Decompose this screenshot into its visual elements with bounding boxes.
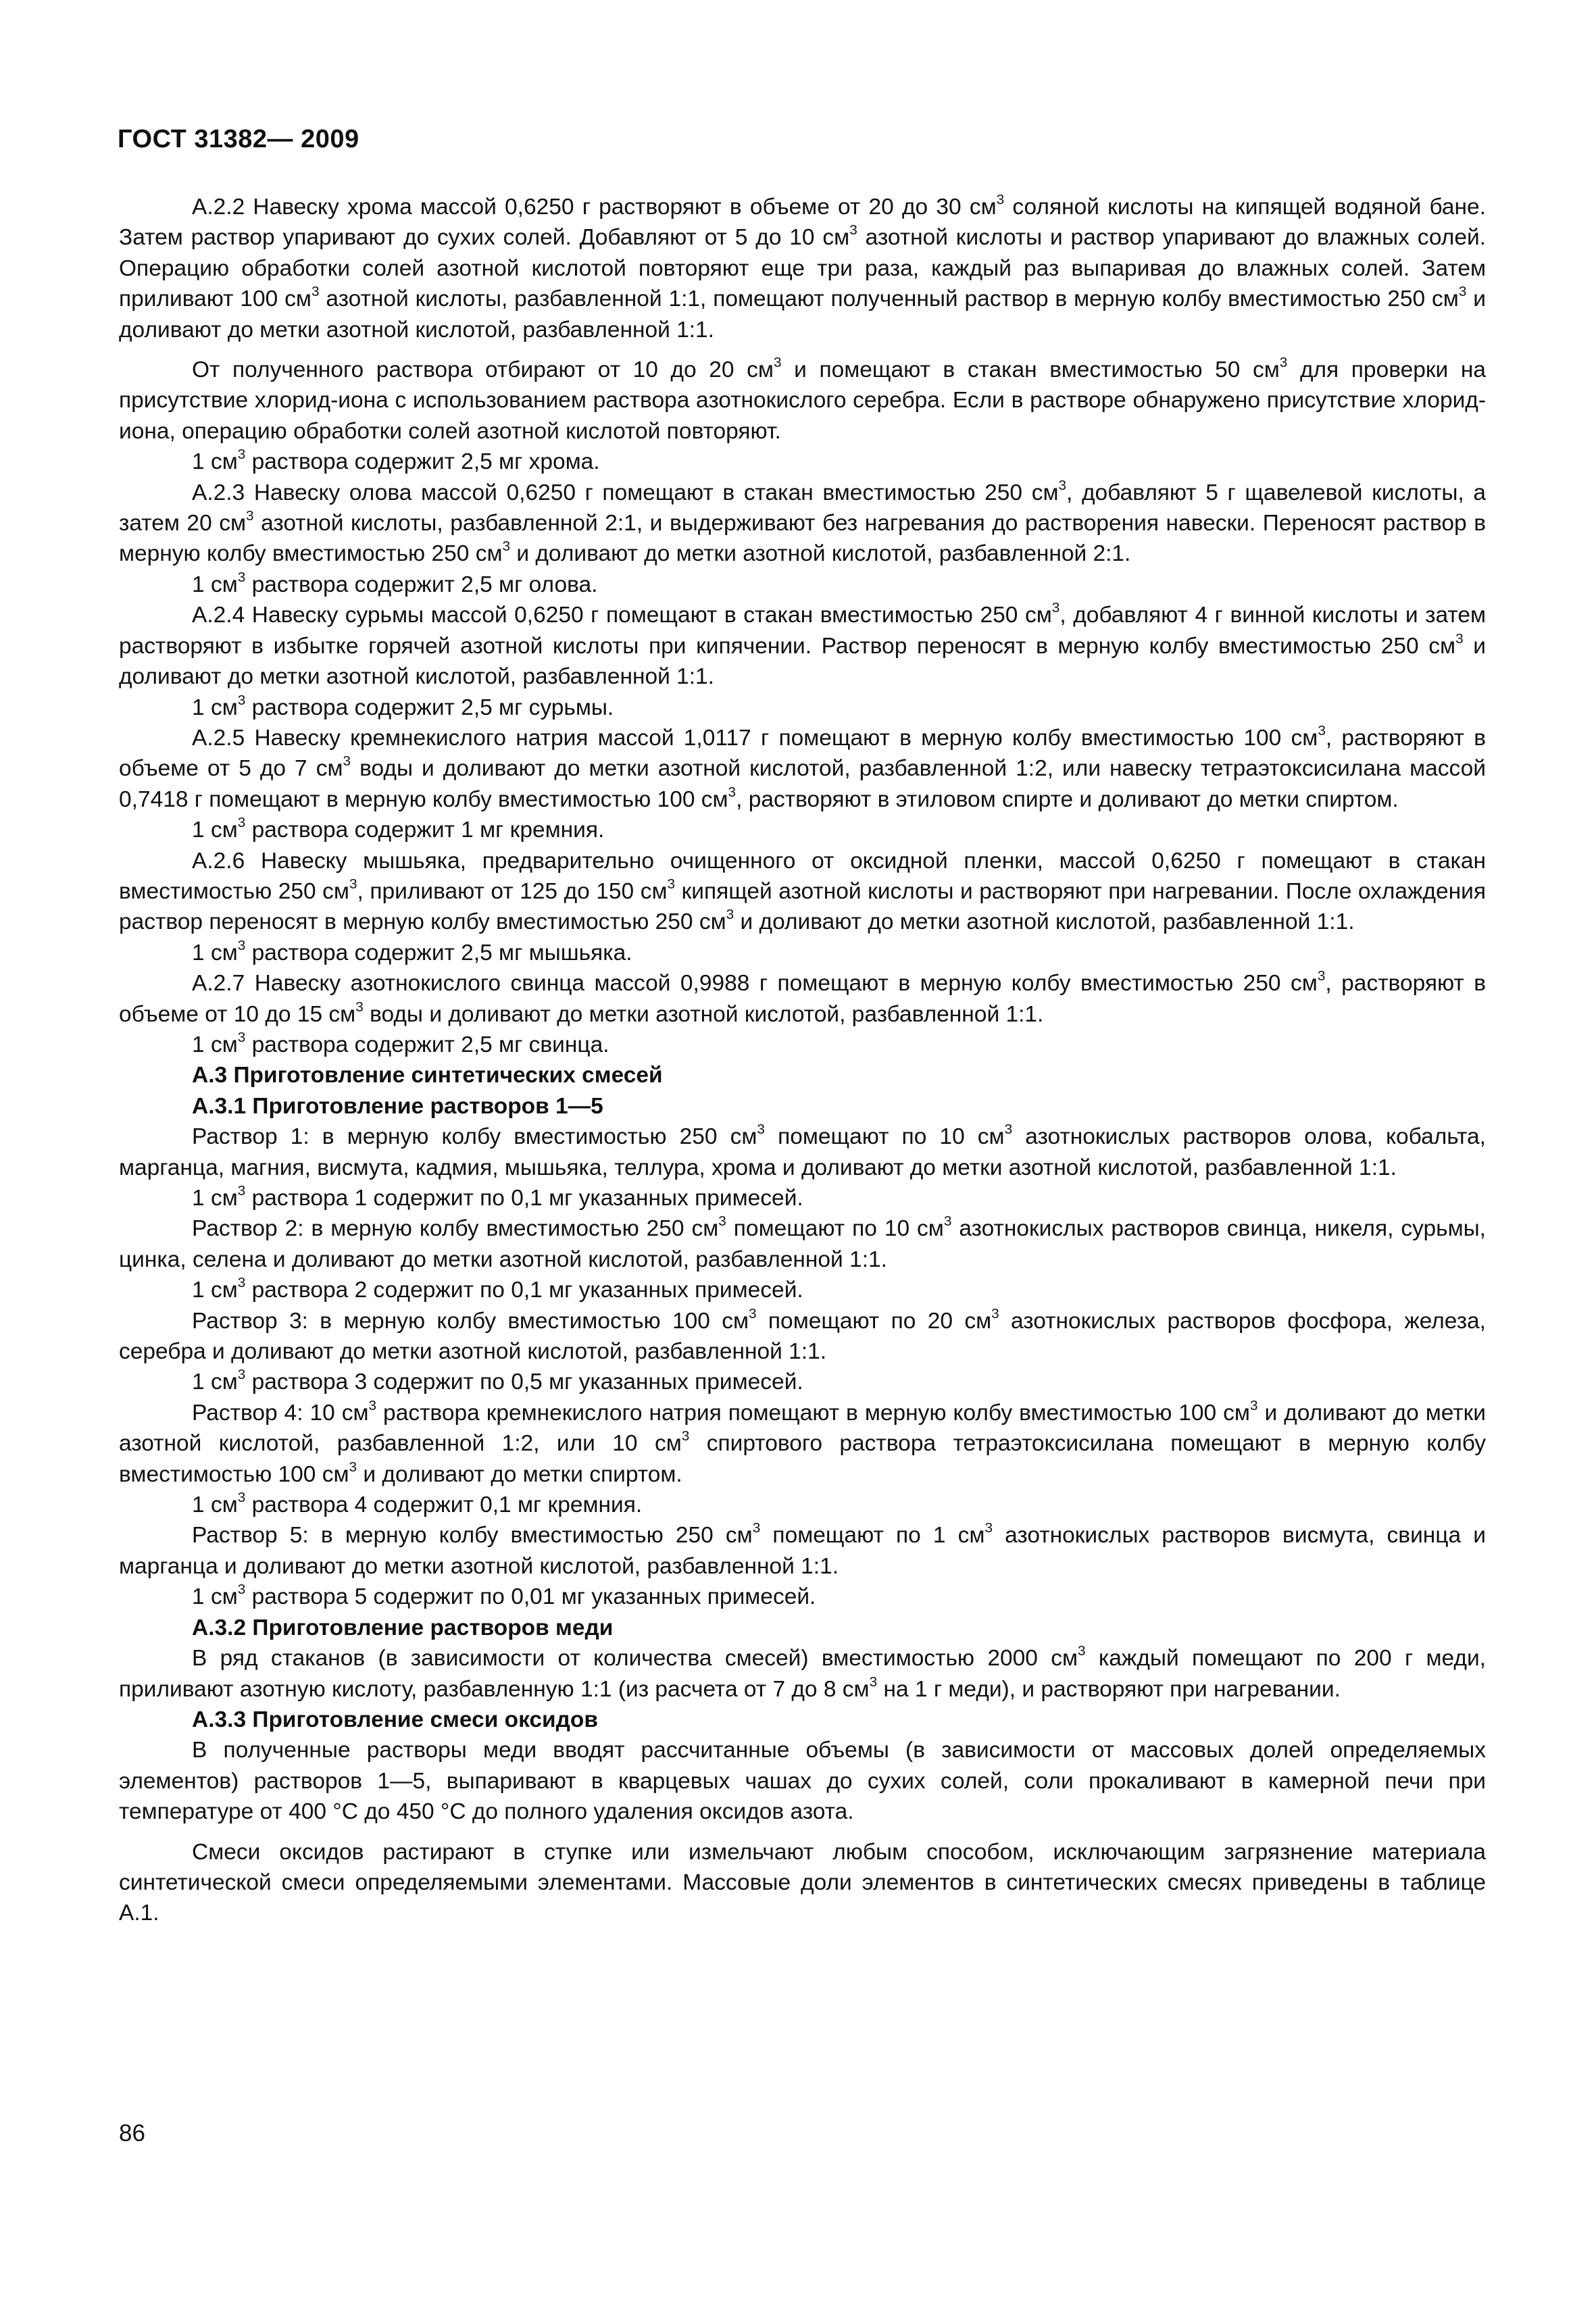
text-segment: азотнокислых растворов олова, кобальта, марганца, магния, висмута, кадмия, мышьяка, теллура, хрома и доливают до метки азотной кислотой, разбавленной 1:1.: [119, 1124, 1486, 1180]
text-segment: раствора 3 содержит по 0,5 мг указанных примесей.: [245, 1369, 803, 1395]
text-segment: воды и доливают до метки азотной кислотой, разбавленной 1:1.: [363, 1001, 1044, 1027]
cubic-superscript: 3: [237, 1030, 246, 1046]
cubic-superscript: 3: [368, 1397, 377, 1413]
heading-a3: [119, 1060, 1486, 1090]
cubic-superscript: 3: [752, 1520, 761, 1536]
text-segment: для проверки на присутствие хлорид-иона с использованием раствора азотнокислого серебра. Если в растворе обнаружено присутствие хлорид-иона, операцию обработки солей азотной кислотой повторяют.: [119, 357, 1486, 444]
cubic-superscript: 3: [749, 1305, 757, 1322]
cubic-superscript: 3: [991, 1305, 999, 1322]
text-segment: 1 см: [192, 1032, 238, 1057]
para-oxide-mix: [119, 1735, 1486, 1827]
cubic-superscript: 3: [349, 1459, 357, 1475]
text-segment: азотнокислых растворов висмута, свинца и марганца и доливают до метки азотной кислотой, разбавленной 1:1.: [119, 1523, 1486, 1579]
cubic-superscript: 3: [667, 876, 676, 892]
text-segment: помещают по 10 см: [764, 1124, 1005, 1150]
text-segment: азотнокислых растворов фосфора, железа, серебра и доливают до метки азотной кислотой, разбавленной 1:1.: [119, 1308, 1486, 1365]
para-silicon-content: [119, 815, 1486, 845]
page-header: ГОСТ 31382— 2009: [118, 125, 359, 153]
text-segment: , добавляют 4 г винной кислоты и затем растворяют в избытке горячей азотной кислоты при кипячении. Раствор переносят в мерную колбу вместимостью 250 см: [119, 603, 1486, 659]
text-segment: Раствор 1: в мерную колбу вместимостью 250 см: [192, 1124, 757, 1150]
para-solution-3-content: [119, 1367, 1486, 1397]
cubic-superscript: 3: [1279, 355, 1288, 371]
para-solution-3: [119, 1306, 1486, 1367]
cubic-superscript: 3: [1455, 630, 1464, 647]
para-solution-5: [119, 1520, 1486, 1582]
cubic-superscript: 3: [718, 1213, 726, 1230]
text-segment: Смеси оксидов растирают в ступке или измельчают любым способом, исключающим загрязнение материала синтетической смеси определяемыми элементами. Массовые доли элементов в синтетических смесях приведены в таблице А.1.: [119, 1839, 1486, 1926]
text-segment: азотной кислоты, разбавленной 1:1, помещают полученный раствор в мерную колбу вместимостью 250 см: [319, 286, 1459, 312]
text-segment: 1 см: [192, 572, 238, 597]
text-segment: каждый помещают по 200 г меди, приливают азотную кислоту, разбавленную 1:1 (из расчета от 7 до 8 см: [119, 1646, 1486, 1702]
heading-a32: [119, 1613, 1486, 1643]
text-segment: Раствор 2: в мерную колбу вместимостью 250 см: [192, 1216, 719, 1242]
cubic-superscript: 3: [237, 1183, 246, 1199]
text-segment: А.2.3 Навеску олова массой 0,6250 г помещают в стакан вместимостью 250 см: [192, 480, 1059, 505]
para-a22: [119, 192, 1486, 345]
text-segment: 1 см: [192, 940, 238, 965]
text-segment: А.2.6 Навеску мышьяка, предварительно очищенного от оксидной пленки, массой 0,6250 г помещают в стакан вместимостью 250 см: [119, 848, 1486, 904]
text-segment: раствора содержит 2,5 мг сурьмы.: [245, 695, 614, 720]
para-solution-5-content: [119, 1582, 1486, 1612]
text-segment: 1 см: [192, 1584, 238, 1610]
text-segment: А.2.7 Навеску азотнокислого свинца массой 0,9988 г помещают в мерную колбу вместимостью 250 см: [192, 971, 1318, 997]
text-segment: помещают по 1 см: [760, 1523, 985, 1549]
text-segment: и доливают до метки азотной кислотой, разбавленной 1:1.: [119, 633, 1486, 690]
text-segment: 1 см: [192, 818, 238, 843]
text-segment: 1 см: [192, 1369, 238, 1395]
cubic-superscript: 3: [237, 937, 246, 953]
cubic-superscript: 3: [773, 355, 782, 371]
para-a25: [119, 723, 1486, 815]
cubic-superscript: 3: [343, 753, 351, 770]
cubic-superscript: 3: [237, 1275, 246, 1291]
text-segment: , добавляют 5 г щавелевой кислоты, а затем 20 см: [119, 480, 1486, 536]
text-segment: и доливают до метки азотной кислотой, разбавленной 2:1.: [510, 541, 1131, 567]
cubic-superscript: 3: [726, 907, 734, 923]
para-antimony-content: [119, 693, 1486, 723]
text-segment: А.3.1 Приготовление растворов 1—5: [192, 1093, 603, 1119]
cubic-superscript: 3: [849, 222, 857, 238]
text-segment: В ряд стаканов (в зависимости от количества смесей) вместимостью 2000 см: [192, 1646, 1078, 1671]
cubic-superscript: 3: [237, 1490, 246, 1506]
text-segment: 1 см: [192, 1278, 238, 1303]
text-segment: азотнокислых растворов свинца, никеля, сурьмы, цинка, селена и доливают до метки азотной кислотой, разбавленной 1:1.: [119, 1216, 1486, 1272]
text-segment: спиртового раствора тетраэтоксисилана помещают в мерную колбу вместимостью 100 см: [119, 1431, 1486, 1487]
para-lead-content: [119, 1030, 1486, 1060]
text-segment: А.3.2 Приготовление растворов меди: [192, 1615, 614, 1640]
text-segment: раствора содержит 2,5 мг свинца.: [245, 1032, 609, 1057]
heading-a31: [119, 1091, 1486, 1122]
para-chloride: [119, 355, 1486, 447]
para-solution-2-content: [119, 1275, 1486, 1305]
cubic-superscript: 3: [349, 876, 357, 892]
cubic-superscript: 3: [246, 508, 254, 524]
text-segment: раствора содержит 2,5 мг мышьяка.: [245, 940, 632, 965]
text-segment: раствора кремнекислого натрия помещают в мерную колбу вместимостью 100 см: [376, 1400, 1250, 1426]
text-segment: А.3.3 Приготовление смеси оксидов: [192, 1707, 598, 1732]
cubic-superscript: 3: [355, 999, 364, 1015]
para-solution-2: [119, 1213, 1486, 1275]
text-segment: От полученного раствора отбирают от 10 до 20 см: [192, 357, 774, 383]
cubic-superscript: 3: [996, 192, 1005, 208]
text-segment: соляной кислоты на кипящей водяной бане. Затем раствор упаривают до сухих солей. Добавляют от 5 до 10 см: [119, 195, 1486, 251]
para-a23: [119, 478, 1486, 570]
document-body: [119, 192, 1486, 1929]
text-segment: раствора 4 содержит 0,1 мг кремния.: [245, 1492, 643, 1518]
cubic-superscript: 3: [1078, 1643, 1086, 1659]
text-segment: азотной кислоты и раствор упаривают до влажных солей. Операцию обработки солей азотной кислотой повторяют еще три раза, каждый раз выпаривая до влажных солей. Затем приливают 100 см: [119, 225, 1486, 312]
text-segment: А.2.2 Навеску хрома массой 0,6250 г растворяют в объеме от 20 до 30 см: [192, 195, 997, 220]
para-solution-1-content: [119, 1183, 1486, 1213]
text-segment: азотной кислоты, разбавленной 2:1, и выдерживают без нагревания до растворения навески. Переносят раствор в мерную колбу вместимостью 250 см: [119, 511, 1486, 567]
cubic-superscript: 3: [311, 284, 320, 300]
text-segment: раствора содержит 2,5 мг хрома.: [245, 449, 600, 475]
text-segment: В полученные растворы меди вводят рассчитанные объемы (в зависимости от массовых долей определяемых элементов) растворов 1—5, выпаривают в кварцевых чашах до сухих солей, соли прокаливают в камерной печи при температуре от 400 °С до 450 °С до полного удаления оксидов азота.: [119, 1738, 1486, 1825]
text-segment: кипящей азотной кислоты и растворяют при нагревании. После охлаждения раствор переносят в мерную колбу вместимостью 250 см: [119, 878, 1487, 935]
text-segment: 1 см: [192, 695, 238, 720]
cubic-superscript: 3: [1458, 284, 1467, 300]
text-segment: помещают по 20 см: [756, 1308, 992, 1334]
text-segment: , растворяют в этиловом спирте и доливают до метки спиртом.: [736, 786, 1399, 812]
para-a27: [119, 968, 1486, 1030]
text-segment: , растворяют в объеме от 10 до 15 см: [119, 971, 1486, 1027]
text-segment: А.2.4 Навеску сурьмы массой 0,6250 г помещают в стакан вместимостью 250 см: [192, 603, 1052, 628]
cubic-superscript: 3: [1318, 722, 1326, 738]
cubic-superscript: 3: [1249, 1397, 1258, 1413]
text-segment: Раствор 3: в мерную колбу вместимостью 100 см: [192, 1308, 749, 1334]
cubic-superscript: 3: [1058, 477, 1067, 493]
text-segment: и доливают до метки азотной кислотой, разбавленной 1:2, или 10 см: [119, 1400, 1487, 1457]
cubic-superscript: 3: [728, 784, 737, 800]
cubic-superscript: 3: [943, 1213, 952, 1230]
cubic-superscript: 3: [681, 1428, 690, 1444]
para-grinding: [119, 1837, 1486, 1929]
text-segment: раствора 1 содержит по 0,1 мг указанных примесей.: [245, 1186, 803, 1211]
cubic-superscript: 3: [984, 1520, 993, 1536]
para-chromium-content: [119, 447, 1486, 477]
cubic-superscript: 3: [237, 692, 246, 708]
para-solution-1: [119, 1122, 1486, 1183]
text-segment: А.3 Приготовление синтетических смесей: [192, 1063, 663, 1088]
text-segment: 1 см: [192, 1492, 238, 1518]
text-segment: раствора 5 содержит по 0,01 мг указанных примесей.: [245, 1584, 816, 1610]
heading-a33: [119, 1705, 1486, 1735]
cubic-superscript: 3: [1317, 968, 1326, 984]
text-segment: 1 см: [192, 449, 238, 475]
para-tin-content: [119, 570, 1486, 600]
text-segment: раствора содержит 1 мг кремния.: [245, 818, 605, 843]
para-a24: [119, 600, 1486, 692]
cubic-superscript: 3: [502, 538, 511, 555]
para-copper: [119, 1643, 1486, 1705]
text-segment: , приливают от 125 до 150 см: [357, 878, 668, 904]
para-solution-4-content: [119, 1490, 1486, 1520]
text-segment: и доливают до метки азотной кислотой, разбавленной 1:1.: [119, 286, 1486, 343]
text-segment: Раствор 4: 10 см: [192, 1400, 369, 1426]
page-number: 86: [119, 2120, 145, 2146]
text-segment: и доливают до метки азотной кислотой, разбавленной 1:1.: [734, 909, 1355, 935]
cubic-superscript: 3: [237, 815, 246, 831]
cubic-superscript: 3: [1051, 600, 1060, 616]
cubic-superscript: 3: [237, 569, 246, 585]
text-segment: и доливают до метки спиртом.: [357, 1461, 682, 1487]
text-segment: , растворяют в объеме от 5 до 7 см: [119, 725, 1486, 782]
text-segment: 1 см: [192, 1186, 238, 1211]
text-segment: раствора 2 содержит по 0,1 мг указанных примесей.: [245, 1278, 803, 1303]
para-arsenic-content: [119, 938, 1486, 968]
text-segment: на 1 г меди), и растворяют при нагревании.: [877, 1676, 1341, 1702]
text-segment: Раствор 5: в мерную колбу вместимостью 250 см: [192, 1523, 753, 1549]
text-segment: А.2.5 Навеску кремнекислого натрия массой 1,0117 г помещают в мерную колбу вместимостью 100 см: [192, 725, 1318, 751]
para-a26: [119, 846, 1486, 938]
text-segment: помещают по 10 см: [726, 1216, 944, 1242]
text-segment: воды и доливают до метки азотной кислотой, разбавленной 1:2, или навеску тетраэтоксисилана массой 0,7418 г помещают в мерную колбу вместимостью 100 см: [119, 756, 1487, 812]
text-segment: раствора содержит 2,5 мг олова.: [245, 572, 598, 597]
para-solution-4: [119, 1398, 1486, 1490]
cubic-superscript: 3: [237, 447, 246, 463]
text-segment: и помещают в стакан вместимостью 50 см: [781, 357, 1280, 383]
cubic-superscript: 3: [1004, 1122, 1013, 1138]
cubic-superscript: 3: [869, 1674, 878, 1690]
cubic-superscript: 3: [237, 1582, 246, 1598]
cubic-superscript: 3: [757, 1122, 765, 1138]
cubic-superscript: 3: [237, 1367, 246, 1383]
